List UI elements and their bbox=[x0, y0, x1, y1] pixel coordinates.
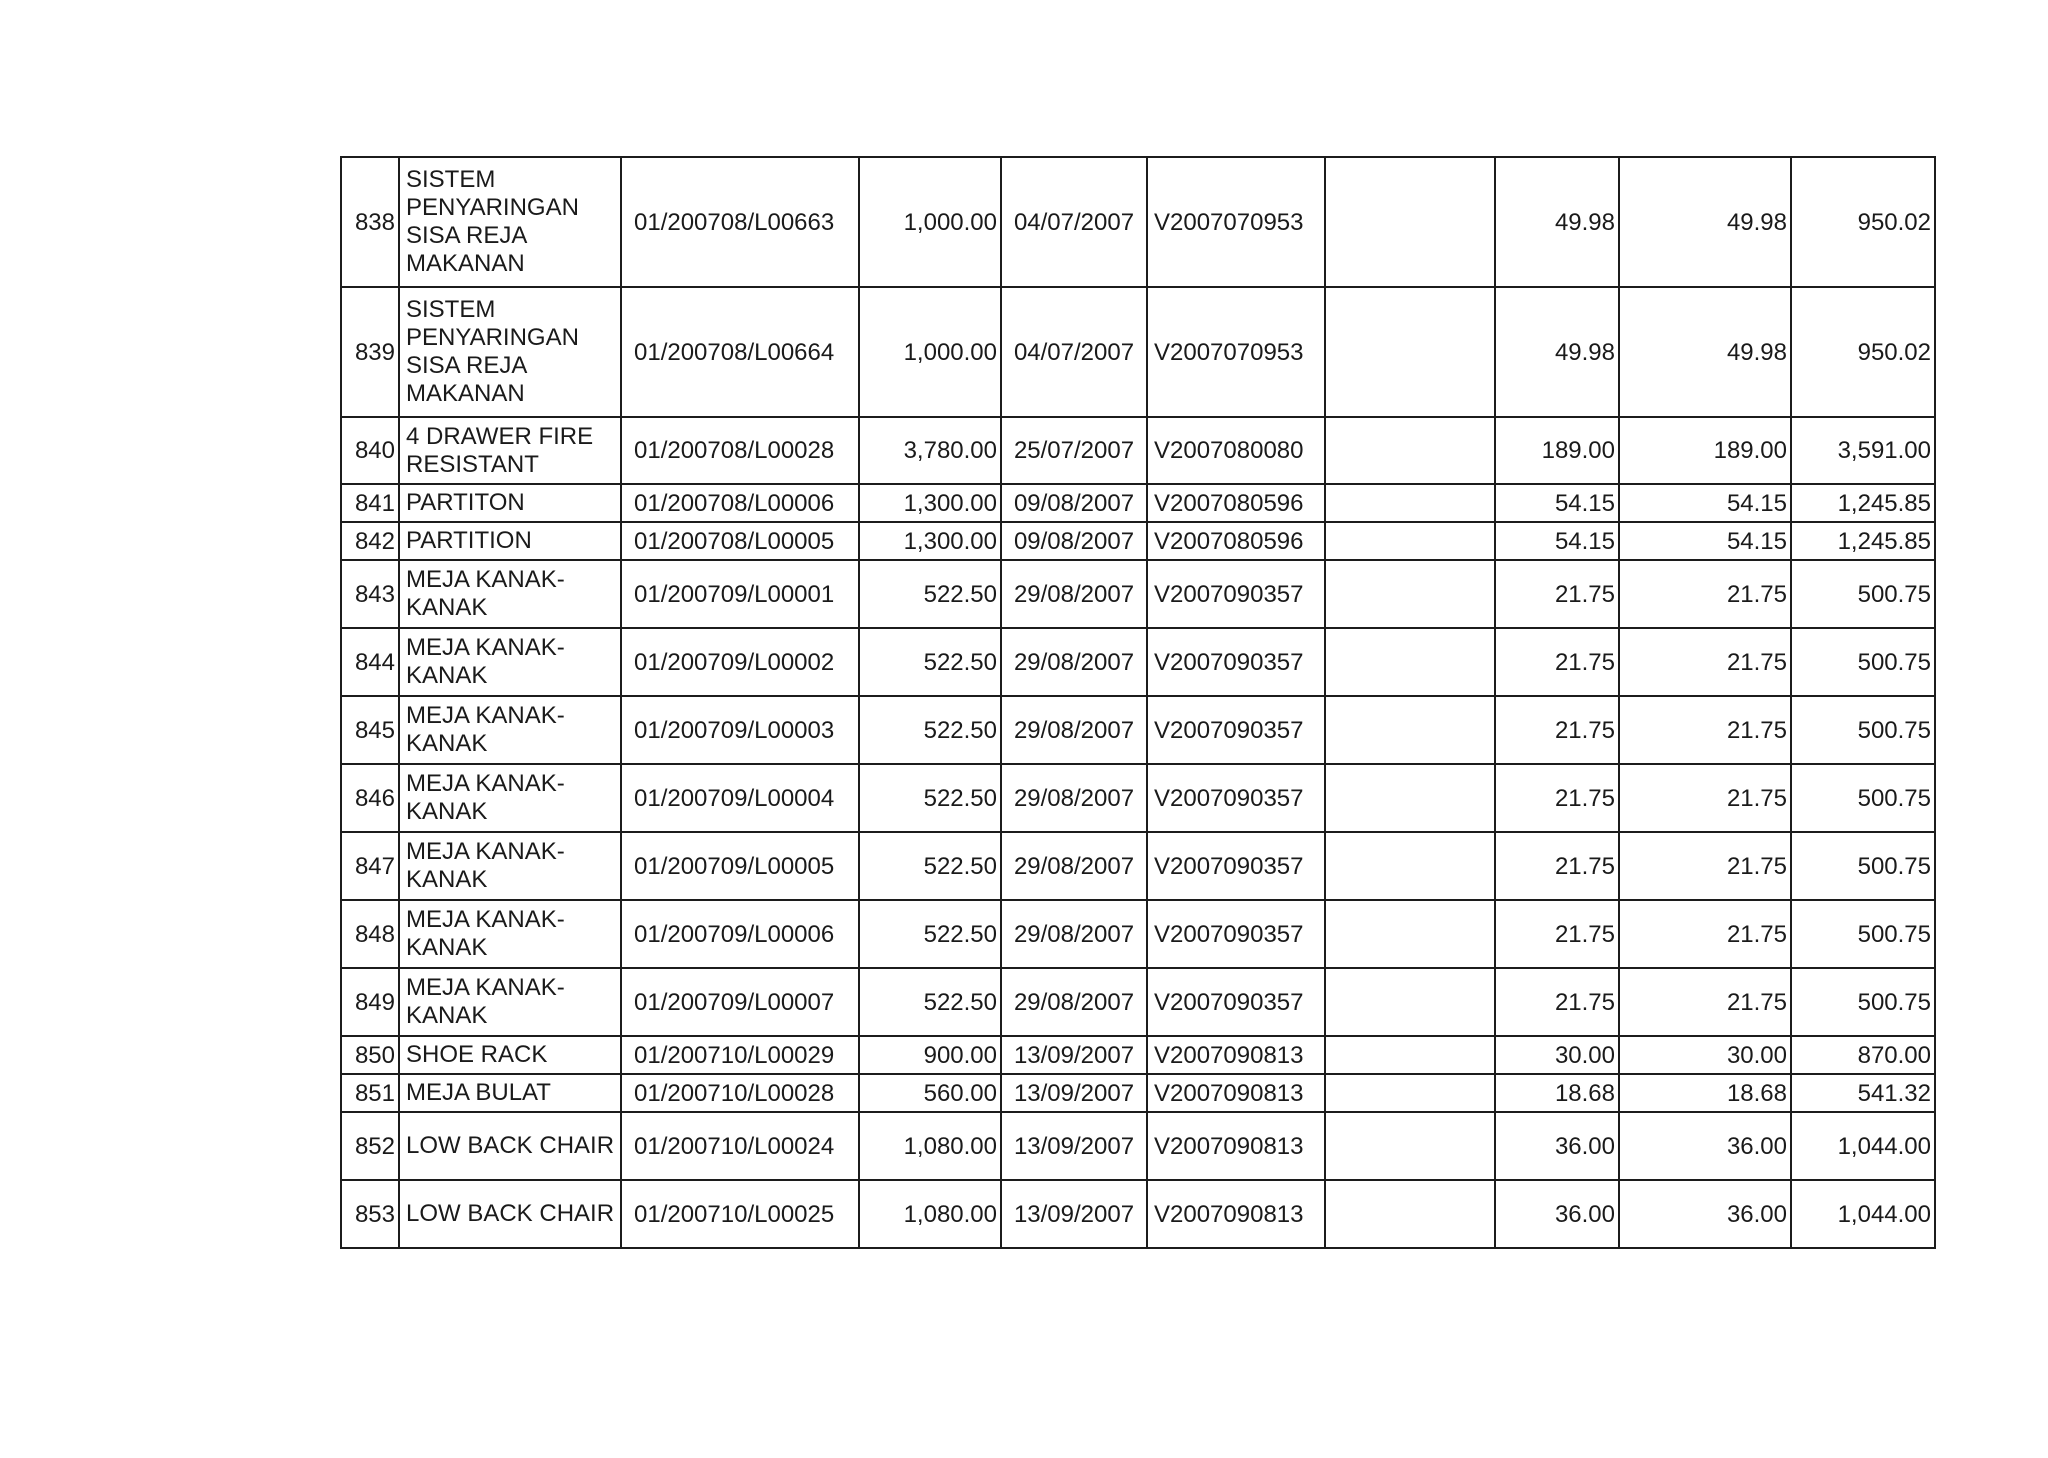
amount-b: 21.75 bbox=[1619, 628, 1791, 696]
amount-a: 18.68 bbox=[1495, 1074, 1619, 1112]
voucher-number: V2007080596 bbox=[1147, 522, 1325, 560]
purchase-date: 09/08/2007 bbox=[1001, 484, 1147, 522]
amount-c: 500.75 bbox=[1791, 900, 1935, 968]
amount-a: 36.00 bbox=[1495, 1112, 1619, 1180]
amount-b: 18.68 bbox=[1619, 1074, 1791, 1112]
asset-reference: 01/200708/L00663 bbox=[621, 157, 859, 287]
table-row bbox=[341, 484, 1935, 522]
table-row bbox=[341, 417, 1935, 484]
voucher-number: V2007090357 bbox=[1147, 764, 1325, 832]
empty-cell bbox=[1325, 1180, 1495, 1248]
amount-c: 950.02 bbox=[1791, 157, 1935, 287]
asset-description: MEJA KANAK-KANAK bbox=[399, 968, 621, 1036]
asset-cost: 900.00 bbox=[859, 1036, 1001, 1074]
purchase-date: 25/07/2007 bbox=[1001, 417, 1147, 484]
asset-cost: 1,300.00 bbox=[859, 522, 1001, 560]
row-number: 839 bbox=[341, 287, 399, 417]
amount-a: 54.15 bbox=[1495, 484, 1619, 522]
purchase-date: 13/09/2007 bbox=[1001, 1112, 1147, 1180]
asset-cost: 522.50 bbox=[859, 900, 1001, 968]
empty-cell bbox=[1325, 696, 1495, 764]
voucher-number: V2007080080 bbox=[1147, 417, 1325, 484]
table-row bbox=[341, 628, 1935, 696]
row-number: 838 bbox=[341, 157, 399, 287]
empty-cell bbox=[1325, 968, 1495, 1036]
asset-description: MEJA BULAT bbox=[399, 1074, 621, 1112]
asset-cost: 522.50 bbox=[859, 696, 1001, 764]
asset-reference: 01/200709/L00006 bbox=[621, 900, 859, 968]
empty-cell bbox=[1325, 832, 1495, 900]
row-number: 850 bbox=[341, 1036, 399, 1074]
amount-b: 36.00 bbox=[1619, 1180, 1791, 1248]
asset-reference: 01/200708/L00005 bbox=[621, 522, 859, 560]
voucher-number: V2007080596 bbox=[1147, 484, 1325, 522]
amount-a: 54.15 bbox=[1495, 522, 1619, 560]
table-row bbox=[341, 157, 1935, 287]
empty-cell bbox=[1325, 764, 1495, 832]
asset-reference: 01/200710/L00029 bbox=[621, 1036, 859, 1074]
amount-c: 870.00 bbox=[1791, 1036, 1935, 1074]
purchase-date: 13/09/2007 bbox=[1001, 1180, 1147, 1248]
asset-description: 4 DRAWER FIRE RESISTANT bbox=[399, 417, 621, 484]
table-body bbox=[341, 157, 1935, 1248]
asset-reference: 01/200709/L00003 bbox=[621, 696, 859, 764]
asset-cost: 1,300.00 bbox=[859, 484, 1001, 522]
table-row bbox=[341, 764, 1935, 832]
asset-cost: 1,000.00 bbox=[859, 157, 1001, 287]
asset-description: LOW BACK CHAIR bbox=[399, 1180, 621, 1248]
asset-description: MEJA KANAK-KANAK bbox=[399, 560, 621, 628]
asset-reference: 01/200710/L00028 bbox=[621, 1074, 859, 1112]
purchase-date: 29/08/2007 bbox=[1001, 764, 1147, 832]
asset-cost: 1,080.00 bbox=[859, 1112, 1001, 1180]
asset-reference: 01/200710/L00025 bbox=[621, 1180, 859, 1248]
amount-a: 49.98 bbox=[1495, 157, 1619, 287]
voucher-number: V2007090813 bbox=[1147, 1074, 1325, 1112]
empty-cell bbox=[1325, 1036, 1495, 1074]
table-row bbox=[341, 696, 1935, 764]
voucher-number: V2007070953 bbox=[1147, 287, 1325, 417]
amount-a: 21.75 bbox=[1495, 764, 1619, 832]
voucher-number: V2007090813 bbox=[1147, 1180, 1325, 1248]
purchase-date: 29/08/2007 bbox=[1001, 900, 1147, 968]
asset-cost: 3,780.00 bbox=[859, 417, 1001, 484]
amount-c: 950.02 bbox=[1791, 287, 1935, 417]
amount-b: 21.75 bbox=[1619, 900, 1791, 968]
table-row bbox=[341, 522, 1935, 560]
asset-reference: 01/200708/L00028 bbox=[621, 417, 859, 484]
purchase-date: 04/07/2007 bbox=[1001, 287, 1147, 417]
purchase-date: 04/07/2007 bbox=[1001, 157, 1147, 287]
asset-cost: 560.00 bbox=[859, 1074, 1001, 1112]
voucher-number: V2007090357 bbox=[1147, 900, 1325, 968]
asset-description: MEJA KANAK-KANAK bbox=[399, 628, 621, 696]
row-number: 853 bbox=[341, 1180, 399, 1248]
voucher-number: V2007090357 bbox=[1147, 832, 1325, 900]
asset-description: PARTITON bbox=[399, 484, 621, 522]
asset-cost: 1,080.00 bbox=[859, 1180, 1001, 1248]
asset-description: SISTEM PENYARINGAN SISA REJA MAKANAN bbox=[399, 287, 621, 417]
table-row bbox=[341, 1036, 1935, 1074]
asset-description: MEJA KANAK-KANAK bbox=[399, 900, 621, 968]
amount-b: 49.98 bbox=[1619, 287, 1791, 417]
asset-reference: 01/200708/L00006 bbox=[621, 484, 859, 522]
asset-reference: 01/200709/L00001 bbox=[621, 560, 859, 628]
voucher-number: V2007090357 bbox=[1147, 560, 1325, 628]
amount-b: 21.75 bbox=[1619, 764, 1791, 832]
purchase-date: 29/08/2007 bbox=[1001, 560, 1147, 628]
empty-cell bbox=[1325, 900, 1495, 968]
empty-cell bbox=[1325, 484, 1495, 522]
amount-b: 54.15 bbox=[1619, 522, 1791, 560]
row-number: 840 bbox=[341, 417, 399, 484]
purchase-date: 29/08/2007 bbox=[1001, 696, 1147, 764]
row-number: 849 bbox=[341, 968, 399, 1036]
table-row bbox=[341, 832, 1935, 900]
asset-cost: 522.50 bbox=[859, 628, 1001, 696]
empty-cell bbox=[1325, 287, 1495, 417]
asset-cost: 1,000.00 bbox=[859, 287, 1001, 417]
purchase-date: 29/08/2007 bbox=[1001, 832, 1147, 900]
row-number: 852 bbox=[341, 1112, 399, 1180]
asset-description: SISTEM PENYARINGAN SISA REJA MAKANAN bbox=[399, 157, 621, 287]
row-number: 841 bbox=[341, 484, 399, 522]
asset-reference: 01/200708/L00664 bbox=[621, 287, 859, 417]
asset-description: MEJA KANAK-KANAK bbox=[399, 764, 621, 832]
voucher-number: V2007090357 bbox=[1147, 628, 1325, 696]
purchase-date: 29/08/2007 bbox=[1001, 968, 1147, 1036]
amount-a: 49.98 bbox=[1495, 287, 1619, 417]
amount-b: 21.75 bbox=[1619, 696, 1791, 764]
row-number: 845 bbox=[341, 696, 399, 764]
amount-b: 30.00 bbox=[1619, 1036, 1791, 1074]
amount-c: 500.75 bbox=[1791, 560, 1935, 628]
purchase-date: 29/08/2007 bbox=[1001, 628, 1147, 696]
amount-b: 49.98 bbox=[1619, 157, 1791, 287]
amount-c: 1,245.85 bbox=[1791, 522, 1935, 560]
amount-b: 189.00 bbox=[1619, 417, 1791, 484]
amount-a: 30.00 bbox=[1495, 1036, 1619, 1074]
asset-reference: 01/200709/L00005 bbox=[621, 832, 859, 900]
table-row bbox=[341, 1180, 1935, 1248]
amount-c: 500.75 bbox=[1791, 968, 1935, 1036]
row-number: 843 bbox=[341, 560, 399, 628]
purchase-date: 13/09/2007 bbox=[1001, 1036, 1147, 1074]
asset-cost: 522.50 bbox=[859, 832, 1001, 900]
row-number: 851 bbox=[341, 1074, 399, 1112]
amount-c: 541.32 bbox=[1791, 1074, 1935, 1112]
asset-reference: 01/200710/L00024 bbox=[621, 1112, 859, 1180]
row-number: 847 bbox=[341, 832, 399, 900]
empty-cell bbox=[1325, 628, 1495, 696]
asset-reference: 01/200709/L00004 bbox=[621, 764, 859, 832]
amount-b: 21.75 bbox=[1619, 968, 1791, 1036]
asset-description: MEJA KANAK-KANAK bbox=[399, 832, 621, 900]
empty-cell bbox=[1325, 560, 1495, 628]
voucher-number: V2007090357 bbox=[1147, 696, 1325, 764]
amount-c: 1,044.00 bbox=[1791, 1112, 1935, 1180]
asset-description: SHOE RACK bbox=[399, 1036, 621, 1074]
table-row bbox=[341, 1112, 1935, 1180]
asset-description: PARTITION bbox=[399, 522, 621, 560]
amount-a: 21.75 bbox=[1495, 968, 1619, 1036]
table-row bbox=[341, 287, 1935, 417]
row-number: 848 bbox=[341, 900, 399, 968]
empty-cell bbox=[1325, 1112, 1495, 1180]
amount-c: 500.75 bbox=[1791, 628, 1935, 696]
asset-description: MEJA KANAK-KANAK bbox=[399, 696, 621, 764]
voucher-number: V2007090813 bbox=[1147, 1036, 1325, 1074]
empty-cell bbox=[1325, 522, 1495, 560]
amount-a: 189.00 bbox=[1495, 417, 1619, 484]
purchase-date: 09/08/2007 bbox=[1001, 522, 1147, 560]
table-row bbox=[341, 1074, 1935, 1112]
empty-cell bbox=[1325, 157, 1495, 287]
asset-cost: 522.50 bbox=[859, 968, 1001, 1036]
amount-b: 54.15 bbox=[1619, 484, 1791, 522]
table-row bbox=[341, 968, 1935, 1036]
asset-cost: 522.50 bbox=[859, 764, 1001, 832]
asset-reference: 01/200709/L00007 bbox=[621, 968, 859, 1036]
asset-description: LOW BACK CHAIR bbox=[399, 1112, 621, 1180]
amount-a: 21.75 bbox=[1495, 832, 1619, 900]
amount-c: 500.75 bbox=[1791, 696, 1935, 764]
amount-b: 21.75 bbox=[1619, 560, 1791, 628]
row-number: 844 bbox=[341, 628, 399, 696]
purchase-date: 13/09/2007 bbox=[1001, 1074, 1147, 1112]
amount-c: 500.75 bbox=[1791, 832, 1935, 900]
asset-reference: 01/200709/L00002 bbox=[621, 628, 859, 696]
voucher-number: V2007070953 bbox=[1147, 157, 1325, 287]
empty-cell bbox=[1325, 1074, 1495, 1112]
row-number: 842 bbox=[341, 522, 399, 560]
voucher-number: V2007090813 bbox=[1147, 1112, 1325, 1180]
amount-c: 1,044.00 bbox=[1791, 1180, 1935, 1248]
amount-a: 21.75 bbox=[1495, 560, 1619, 628]
asset-register-table bbox=[340, 156, 1936, 1249]
row-number: 846 bbox=[341, 764, 399, 832]
amount-b: 21.75 bbox=[1619, 832, 1791, 900]
amount-c: 3,591.00 bbox=[1791, 417, 1935, 484]
amount-c: 1,245.85 bbox=[1791, 484, 1935, 522]
asset-cost: 522.50 bbox=[859, 560, 1001, 628]
amount-b: 36.00 bbox=[1619, 1112, 1791, 1180]
table-row bbox=[341, 900, 1935, 968]
empty-cell bbox=[1325, 417, 1495, 484]
amount-a: 36.00 bbox=[1495, 1180, 1619, 1248]
amount-a: 21.75 bbox=[1495, 696, 1619, 764]
amount-a: 21.75 bbox=[1495, 900, 1619, 968]
amount-a: 21.75 bbox=[1495, 628, 1619, 696]
voucher-number: V2007090357 bbox=[1147, 968, 1325, 1036]
table-row bbox=[341, 560, 1935, 628]
amount-c: 500.75 bbox=[1791, 764, 1935, 832]
